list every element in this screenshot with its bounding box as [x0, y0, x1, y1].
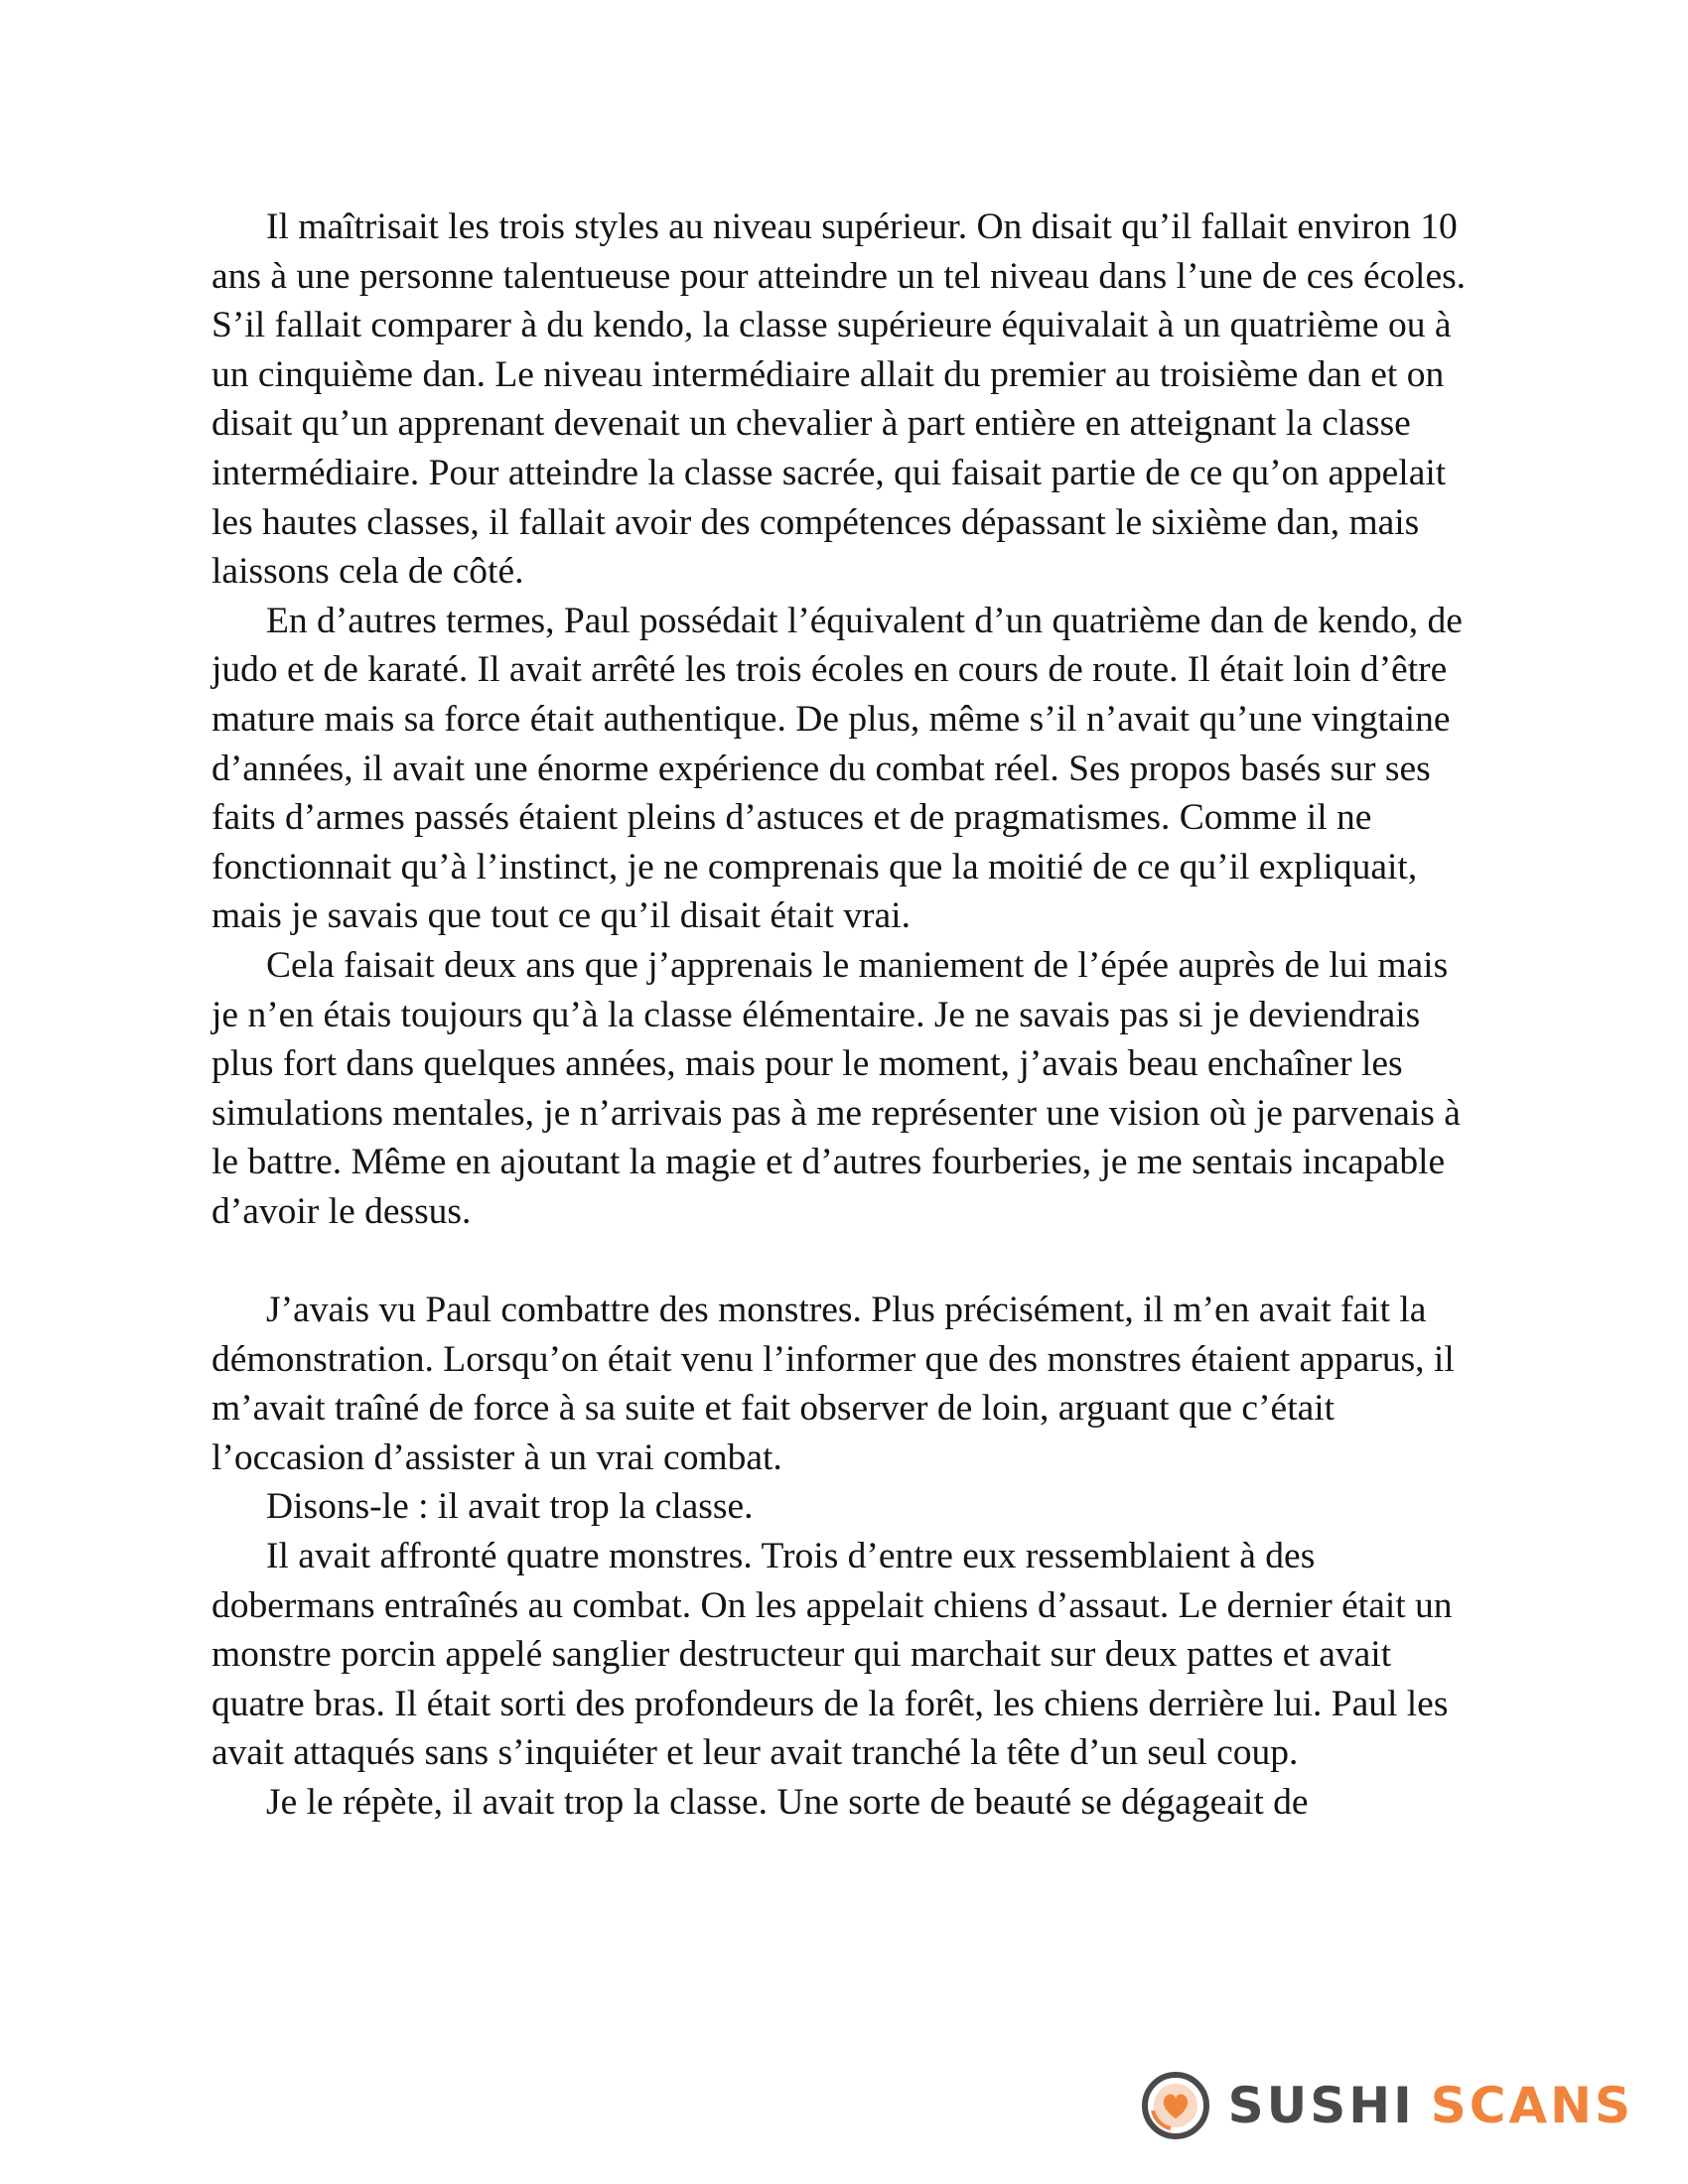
paragraph-7: Je le répète, il avait trop la classe. Une sorte de beauté se dégageait de	[266, 1782, 1309, 1823]
paragraph-2: En d’autres termes, Paul possédait l’équivalent d’un quatrième dan de kendo, de judo et de karaté. Il avait arrêté les trois écoles en cours de route. Il était loin d’être mature mais sa force était authentique. De plus, même s’il n’avait qu’une vingtaine d’années, il avait une énorme expérience du combat réel. Ses propos basés sur ses faits d’armes passés étaient pleins d’astuces et de pragmatismes. Comme il ne fonctionnait qu’à l’instinct, je ne comprenais que la moitié de ce qu’il expliquait, mais je savais que tout ce qu’il disait était vrai.	[211, 600, 1463, 937]
page-body	[211, 203, 1482, 1828]
sushi-heart-logo-icon	[1141, 2071, 1210, 2140]
watermark-word-sushi: SUSHI	[1227, 2077, 1415, 2134]
watermark-word-scans: SCANS	[1430, 2077, 1633, 2134]
paragraph-6: Il avait affronté quatre monstres. Trois d’entre eux ressemblaient à des dobermans entraînés au combat. On les appelait chiens d’assaut. Le dernier était un monstre porcin appelé sanglier destructeur qui marchait sur deux pattes et avait quatre bras. Il était sorti des profondeurs de la forêt, les chiens derrière lui. Paul les avait attaqués sans s’inquiéter et leur avait tranché la tête d’un seul coup.	[211, 1536, 1453, 1774]
paragraph-4: J’avais vu Paul combattre des monstres. Plus précisément, il m’en avait fait la démonstration. Lorsqu’on était venu l’informer que des monstres étaient apparus, il m’avait traîné de force à sa suite et fait observer de loin, arguant que c’était l’occasion d’assister à un vrai combat.	[211, 1290, 1455, 1478]
watermark-text	[1228, 2071, 1633, 2140]
sushi-scans-watermark	[1141, 2071, 1633, 2140]
section-break	[211, 1236, 1482, 1286]
paragraph-5: Disons-le : il avait trop la classe.	[266, 1486, 754, 1528]
paragraph-3: Cela faisait deux ans que j’apprenais le maniement de l’épée auprès de lui mais je n’en étais toujours qu’à la classe élémentaire. Je ne savais pas si je deviendrais plus fort dans quelques années, mais pour le moment, j’avais beau enchaîner les simulations mentales, je n’arrivais pas à me représenter une vision où je parvenais à le battre. Même en ajoutant la magie et d’autres fourberies, je me sentais incapable d’avoir le dessus.	[211, 944, 1461, 1232]
paragraph-1: Il maîtrisait les trois styles au niveau supérieur. On disait qu’il fallait environ 10 ans à une personne talentueuse pour atteindre un tel niveau dans l’une de ces écoles. S’il fallait comparer à du kendo, la classe supérieure équivalait à un quatrième ou à un cinquième dan. Le niveau intermédiaire allait du premier au troisième dan et on disait qu’un apprenant devenait un chevalier à part entière en atteignant la classe intermédiaire. Pour atteindre la classe sacrée, qui faisait partie de ce qu’on appelait les hautes classes, il fallait avoir des compétences dépassant le sixième dan, mais laissons cela de côté.	[211, 206, 1467, 593]
